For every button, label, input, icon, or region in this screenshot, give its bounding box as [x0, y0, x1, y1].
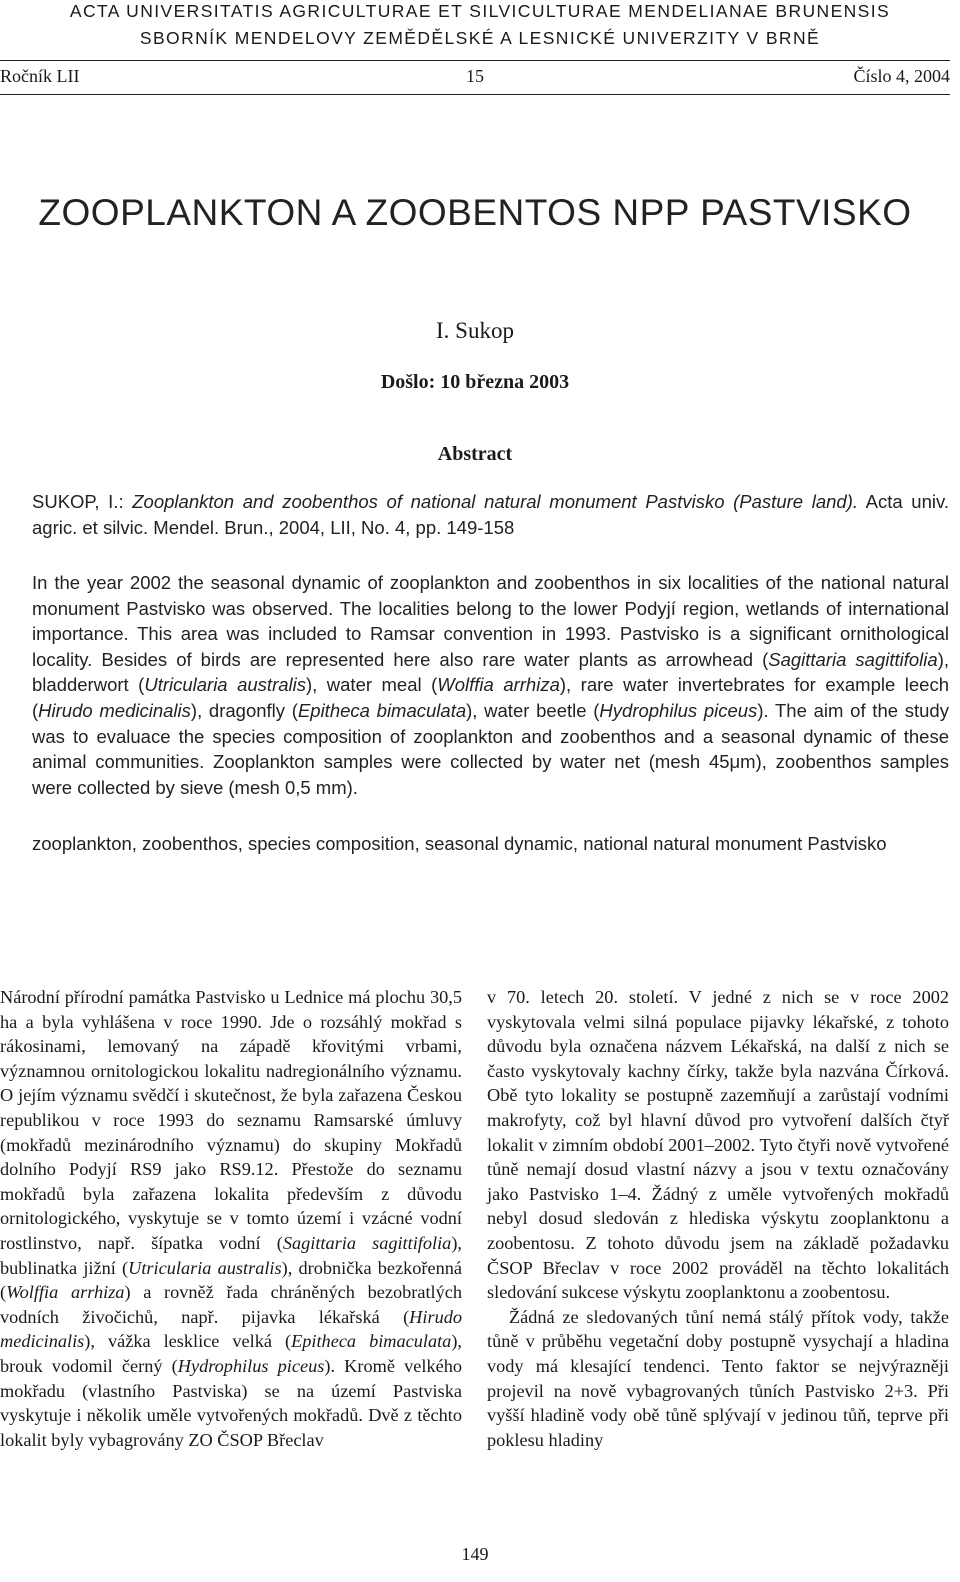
species-name: Utricularia australis [128, 1257, 282, 1278]
body-text-part: ) a rovněž řada chráněných bezobratlých vodních živočichů, např. pijavka lékařská ( [0, 1282, 462, 1327]
journal-name-latin: ACTA UNIVERSITATIS AGRICULTURAE ET SILVICULTURAE MENDELIANAE BRUNENSIS [69, 1, 891, 21]
body-column-left [0, 985, 462, 1452]
body-text-part: ), bublinatka jižní ( [0, 1232, 462, 1278]
body-paragraph: v 70. letech 20. století. V jedné z nich se v roce 2002 vyskytovala velmi silná populace pijavky lékařské, z tohoto důvodu byla označena názvem Lékařská, na další z nich se často vyskytovaly kachny čírky, takže byla nazvána Čírková. Obě tyto lokality se postupně zazemňují a zarůstají vodními makrofyty, což byl hlavní důvod pro vytvoření dalších čtyř lokalit v zimním období 2001–2002. Tyto čtyři nově vytvořené tůně nemají dosud vlastní názvy a jsou v textu označovány jako Pastvisko 1–4. Žádný z uměle vytvořených mokřadů nebyl dosud sledován z hlediska výskytu zooplanktonu a zoobentosu. Z tohoto důvodu jsem na základě požadavku ČSOP Břeclav v roce 2002 prováděl na těchto lokalitách sledování sukcese výskytu zooplanktonu a zoobentosu. [487, 987, 949, 1303]
citation-authors: SUKOP, I.: [32, 491, 133, 512]
abstract-text-part: In the year 2002 the seasonal dynamic of zooplankton and zoobenthos in six localities of the national natural monument Pastvisko was observed. The localities belong to the lower Podyjí region, wetlands of international importance. This area was included to Ramsar convention in 1993. Pastvisko is a significant ornithological locality. Besides of birds are represented here also rare water plants as arrowhead ( [32, 572, 949, 670]
species-name: Wolffia arrhiza [6, 1282, 125, 1303]
issue-label: Číslo 4, 2004 [853, 66, 950, 86]
header-rule-bottom [0, 94, 950, 95]
abstract-text [32, 570, 949, 800]
journal-name-czech: SBORNÍK MENDELOVY ZEMĚDĚLSKÉ A LESNICKÉ UNIVERZITY V BRNĚ [139, 28, 821, 48]
abstract-text-part: ). The aim of the study was to evaluace the species composition of zooplankton and zoobenthos and a seasonal dynamic of these animal communities. Zooplankton samples were collected by water net (mesh 45μm), zoobenthos samples were collected by sieve (mesh 0,5 mm). [32, 699, 949, 798]
volume-label: Ročník LII [0, 66, 80, 86]
species-name: Hydrophilus piceus [177, 1355, 325, 1376]
article-author: I. Sukop [436, 318, 514, 343]
abstract-text-part: ), bladderwort ( [32, 648, 950, 696]
article-title: ZOOPLANKTON A ZOOBENTOS NPP PASTVISKO [38, 192, 912, 233]
species-name: Wolffia arrhiza [437, 674, 560, 696]
body-paragraph: Žádná ze sledovaných tůní nemá stálý přítok vody, takže tůně v průběhu vegetační doby postupně vysychají a hladina vody má klesající tendenci. Tento faktor se nejvýrazněji projevil na nově vybagrovaných tůních Pastvisko 2+3. Při vyšší hladině vody obě tůně splývají v jedinou tůň, teprve při poklesu hladiny [487, 1306, 949, 1450]
citation [32, 489, 949, 540]
abstract-text-part: ), water beetle ( [466, 699, 600, 721]
abstract-text-part: ), rare water invertebrates for example leech ( [32, 674, 949, 721]
abstract-text-part: ), dragonfly ( [190, 699, 298, 721]
species-name: Hydrophilus piceus [599, 699, 758, 721]
species-name: Hirudo medicinalis [0, 1306, 462, 1352]
body-text-part: ), vážka lesklice velká ( [84, 1331, 292, 1352]
received-date: Došlo: 10 března 2003 [380, 371, 570, 393]
species-name: Sagittaria sagittifolia [282, 1232, 452, 1253]
species-name: Epitheca bimaculata [297, 699, 467, 721]
species-name: Hirudo medicinalis [38, 699, 191, 721]
issue-info [0, 66, 950, 90]
citation-title: Zooplankton and zoobenthos of national natural monument Pastvisko (Pasture land). [132, 491, 858, 512]
body-text-part: ), drobnička bezkořenná ( [0, 1257, 463, 1303]
page-number: 149 [461, 1544, 489, 1564]
abstract-text-part: ), water meal ( [305, 674, 438, 696]
body-text-part: Národní přírodní památka Pastvisko u Lednice má plochu 30,5 ha a byla vyhlášena v roce 1990. Jde o rozsáhlý mokřad s rákosinami, lemovaný na západě křovitými vrbami, významnou ornitologickou lokalitu nadregionálního významu. O jejím významu svědčí i skutečnost, že byla zařazena Českou republikou v roce 1993 do seznamu Ramsarské úmluvy (mokřadů mezinárodního významu) do skupiny Mokřadů dolního Podyjí RS9 jako RS9.12. Přestože do seznamu mokřadů byla zařazena lokalita především z důvodu ornitologického, vyskytuje se v tomto území i vzácné vodní rostlinstvo, např. šípatka vodní ( [0, 987, 462, 1253]
species-name: Epitheca bimaculata [291, 1331, 452, 1352]
body-text-part: ). Kromě velkého mokřadu (vlastního Pastviska) se na území Pastviska vyskytuje i několik uměle vytvořených mokřadů. Dvě z těchto lokalit byly vybagrovány ZO ČSOP Břeclav [0, 1355, 462, 1450]
citation-source: Acta univ. agric. et silvic. Mendel. Brun., 2004, LII, No. 4, pp. 149-158 [32, 491, 949, 538]
species-name: Sagittaria sagittifolia [768, 648, 938, 670]
keywords: zooplankton, zoobenthos, species composition, seasonal dynamic, national natural monument Pastvisko [32, 833, 887, 854]
species-name: Utricularia australis [144, 674, 306, 696]
issue-number: 15 [466, 66, 484, 86]
body-paragraph [0, 985, 462, 1452]
header-rule-top [0, 60, 950, 61]
abstract-heading: Abstract [437, 443, 513, 465]
body-column-right [487, 985, 949, 1452]
body-text-part: ), brouk vodomil černý ( [0, 1331, 462, 1376]
